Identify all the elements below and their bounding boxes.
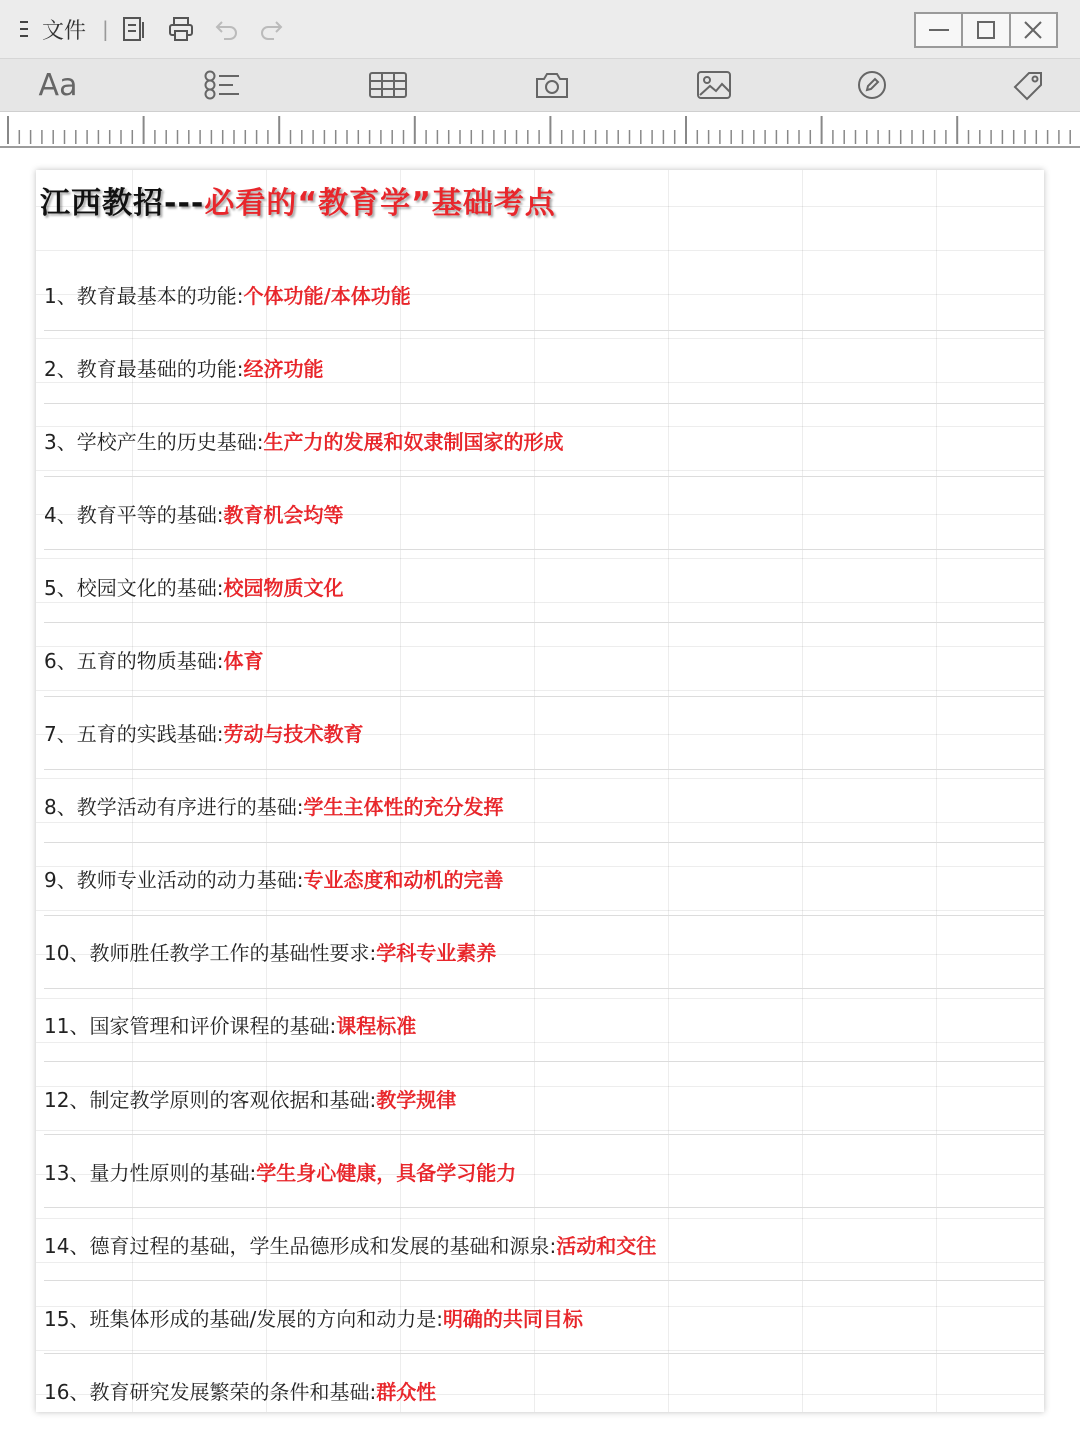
image-icon[interactable] (694, 67, 734, 103)
list-item (44, 1208, 1044, 1281)
item-answer: 校园物质文化 (223, 575, 344, 600)
list-item (44, 623, 1044, 696)
list-item (44, 331, 1044, 404)
item-question: 教育最基础的功能: (76, 356, 244, 381)
list-item (44, 477, 1044, 550)
list-item (44, 697, 1044, 770)
item-number: 3、 (44, 429, 77, 454)
title-part-black: 江西教招--- (40, 186, 205, 221)
item-answer: 教学规律 (376, 1087, 457, 1112)
list-item (44, 550, 1044, 623)
item-answer: 个体功能/本体功能 (243, 283, 411, 308)
item-question: 教学活动有序进行的基础: (76, 795, 304, 820)
item-question: 国家管理和评价课程的基础: (89, 1014, 337, 1039)
document-icon[interactable] (122, 14, 146, 44)
item-answer: 学生主体性的充分发挥 (303, 795, 504, 820)
list-item (44, 1135, 1044, 1208)
item-question: 班集体形成的基础/发展的方向和动力是: (89, 1306, 443, 1331)
item-number: 2、 (44, 356, 77, 381)
item-answer: 劳动与技术教育 (223, 722, 364, 747)
item-question: 量力性原则的基础: (89, 1160, 257, 1185)
list-item (44, 258, 1044, 331)
item-number: 1、 (44, 283, 77, 308)
item-answer: 群众性 (376, 1379, 437, 1404)
separator: | (102, 17, 109, 41)
item-number: 10、 (44, 941, 90, 966)
list-item (44, 916, 1044, 989)
file-menu[interactable]: 文件 (42, 18, 87, 44)
item-answer: 体育 (223, 649, 264, 674)
item-question: 制定教学原则的客观依据和基础: (89, 1087, 377, 1112)
item-question: 校园文化的基础: (76, 575, 224, 600)
item-answer: 教育机会均等 (223, 502, 344, 527)
list-item (44, 843, 1044, 916)
list-item (44, 1062, 1044, 1135)
item-question: 五育的物质基础: (76, 649, 224, 674)
item-number: 13、 (44, 1160, 90, 1185)
item-question: 教育研究发展繁荣的条件和基础: (89, 1379, 377, 1404)
item-answer: 学科专业素养 (376, 941, 497, 966)
list-item (44, 989, 1044, 1062)
print-icon[interactable] (168, 14, 194, 44)
list-item (44, 770, 1044, 843)
item-answer: 经济功能 (243, 356, 324, 381)
item-number: 7、 (44, 722, 77, 747)
table-icon[interactable] (368, 67, 408, 103)
camera-icon[interactable] (532, 67, 572, 103)
list-icon[interactable] (202, 67, 242, 103)
font-style-button[interactable]: Aa (38, 67, 78, 103)
item-number: 14、 (44, 1233, 90, 1258)
item-answer: 学生身心健康，具备学习能力 (256, 1160, 517, 1185)
menu-icon[interactable] (18, 14, 30, 44)
item-number: 12、 (44, 1087, 90, 1112)
item-question: 学校产生的历史基础: (76, 429, 264, 454)
title-bar (0, 0, 1080, 59)
minimize-icon[interactable] (916, 14, 963, 46)
window-controls (914, 12, 1058, 48)
pen-icon[interactable] (852, 67, 892, 103)
item-question: 教师专业活动的动力基础: (76, 868, 304, 893)
item-number: 4、 (44, 502, 77, 527)
redo-icon[interactable] (258, 14, 284, 44)
close-icon[interactable] (1011, 14, 1056, 46)
document-title (40, 178, 1044, 248)
item-answer: 课程标准 (336, 1014, 417, 1039)
item-question: 教育平等的基础: (76, 502, 224, 527)
item-answer: 专业态度和动机的完善 (303, 868, 504, 893)
item-answer: 明确的共同目标 (442, 1306, 583, 1331)
list-item (44, 1281, 1044, 1354)
item-number: 16、 (44, 1379, 90, 1404)
title-part-red: 必看的“教育学”基础考点 (204, 186, 556, 221)
item-number: 6、 (44, 649, 77, 674)
item-number: 5、 (44, 575, 77, 600)
maximize-icon[interactable] (963, 14, 1010, 46)
item-number: 11、 (44, 1014, 90, 1039)
item-question: 五育的实践基础: (76, 722, 224, 747)
item-answer: 生产力的发展和奴隶制国家的形成 (263, 429, 564, 454)
undo-icon[interactable] (214, 14, 240, 44)
ruler (0, 112, 1080, 148)
key-points-list (44, 258, 1044, 1412)
toolbar (0, 59, 1080, 112)
item-question: 教育最基本的功能: (76, 283, 244, 308)
item-number: 9、 (44, 868, 77, 893)
item-number: 8、 (44, 795, 77, 820)
item-question: 德育过程的基础，学生品德形成和发展的基础和源泉: (89, 1233, 557, 1258)
list-item (44, 404, 1044, 477)
item-number: 15、 (44, 1306, 90, 1331)
document-page[interactable] (36, 170, 1044, 1412)
list-item (44, 1354, 1044, 1412)
item-answer: 活动和交往 (556, 1233, 657, 1258)
item-question: 教师胜任教学工作的基础性要求: (89, 941, 377, 966)
tag-icon[interactable] (1008, 67, 1048, 103)
